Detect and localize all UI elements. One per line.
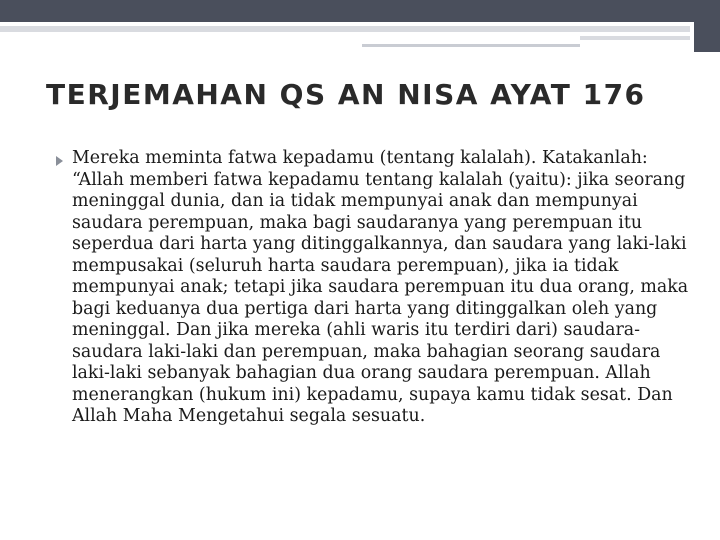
header-accent-line: [362, 44, 580, 47]
slide-body-text: Mereka meminta fatwa kepadamu (tentang kalalah). Katakanlah: “Allah memberi fatwa kepadamu tentang kalalah (yaitu): jika seorang meninggal dunia, dan ia tidak mempunyai anak dan mempunyai saudara perempuan, maka bagi saudaranya yang perempuan itu seperdua dari harta yang ditinggalkannya, dan saudara yang laki-laki mempusakai (seluruh harta saudara perempuan), jika ia tidak mempunyai anak; tetapi jika saudara perempuan itu dua orang, maka bagi keduanya dua pertiga dari harta yang ditinggalkan oleh yang meninggal. Dan jika mereka (ahli waris itu terdiri dari) saudara-saudara laki-laki dan perempuan, maka bahagian seorang saudara laki-laki sebanyak bahagian dua orang saudara perempuan. Allah menerangkan (hukum ini) kepadamu, supaya kamu tidak sesat. Dan Allah Maha Mengetahui segala sesuatu.: [72, 148, 689, 426]
header-corner-band: [694, 0, 720, 52]
header-divider-short: [580, 36, 690, 40]
slide-title: TERJEMAHAN QS AN NISA AYAT 176: [46, 78, 646, 111]
header-divider: [0, 26, 690, 32]
bullet-arrow-icon: [56, 156, 63, 166]
header-band: [0, 0, 720, 22]
